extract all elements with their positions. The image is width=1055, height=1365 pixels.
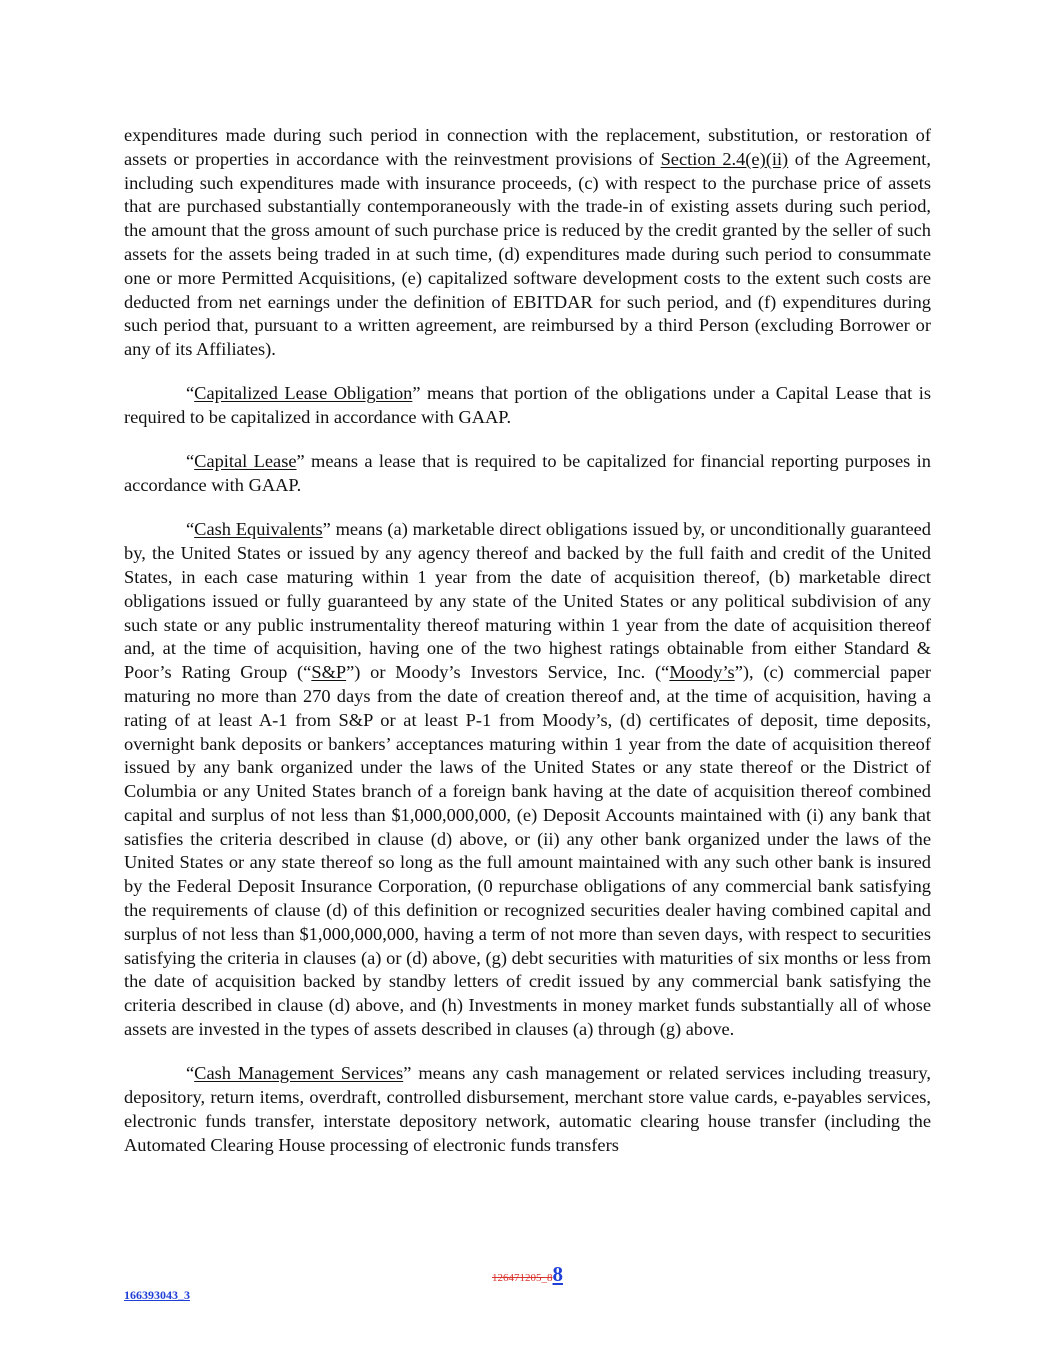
paragraph-text: expenditures made during such period in connection with the replacement, substitution, or restoration of assets or properties in accordance with the reinvestment provisions of — [124, 125, 931, 169]
quote-mark: “ — [186, 1063, 195, 1084]
document-body — [124, 124, 931, 1178]
definition-text: ”) or Moody’s Investors Service, Inc. (“ — [346, 662, 670, 683]
definition-capitalized-lease-obligation — [124, 382, 931, 430]
quote-mark: “ — [186, 383, 195, 404]
definition-text: ” means any cash management or related services including treasury, depository, return items, overdraft, controlled disbursement, merchant store value cards, e-payables services, electronic funds transfer, interstate depository network, automatic clearing house transfer (including the Automated Clearing House processing of electronic funds transfers — [124, 1063, 931, 1155]
paragraph-text: of the Agreement, including such expenditures made with insurance proceeds, (c) with respect to the purchase price of assets that are purchased substantially contemporaneously with the trade-in of existing assets during such period, the amount that the gross amount of such purchase price is reduced by the credit granted by the seller of such assets for the assets being traded in at such time, (d) expenditures made during such period to consummate one or more Permitted Acquisitions, (e) capitalized software development costs to the extent such costs are deducted from net earnings under the definition of EBITDAR for such period, and (f) expenditures during such period that, pursuant to a written agreement, are reimbursed by a third Person (excluding Borrower or any of its Affiliates). — [124, 148, 931, 360]
definition-text: ”), (c) commercial paper maturing no more than 270 days from the date of creation thereof and, at the time of acquisition, having a rating of at least A-1 from S&P or at least P-1 from Moody’s, (d) certificates of deposit, time deposits, overnight bank deposits or bankers’ acceptances maturing within 1 year from the date of acquisition thereof issued by any bank organized under the laws of the United States or any state thereof or the District of Columbia or any United States branch of a foreign bank having at the date of acquisition thereof combined capital and surplus of not less than $1,000,000,000, (e) Deposit Accounts maintained with (i) any bank that satisfies the criteria described in clause (d) above, or (ii) any other bank organized under the laws of the United States or any state thereof so long as the full amount maintained with any such other bank is insured by the Federal Deposit Insurance Corporation, (0 repurchase obligations of any commercial bank satisfying the requirements of clause (d) of this definition or recognized securities dealer having combined capital and surplus of not less than $1,000,000,000, having a term of not more than seven days, with respect to securities satisfying the criteria in clauses (a) or (d) above, (g) debt securities with maturities of six months or less from the date of acquisition backed by standby letters of credit issued by any commercial bank satisfying the criteria described in clause (d) above, and (h) Investments in money market funds substantially all of whose assets are invested in the types of assets described in clauses (a) through (g) above. — [124, 662, 931, 1040]
paragraph-capex-continuation — [124, 124, 931, 362]
defined-term: Cash Management Services — [194, 1063, 404, 1084]
deleted-page-number: 126471205_8 — [492, 1272, 553, 1284]
page-number-footer — [0, 1262, 1055, 1287]
quote-mark: “ — [186, 451, 195, 472]
document-id: 166393043_3 — [124, 1288, 190, 1302]
inserted-page-number: 8 — [552, 1262, 563, 1286]
defined-term-sp: S&P — [311, 662, 347, 683]
definition-text: ” means a lease that is required to be capitalized for financial reporting purposes in accordance with GAAP. — [124, 451, 931, 496]
definition-text: ” means that portion of the obligations under a Capital Lease that is required to be capitalized in accordance with GAAP. — [124, 383, 931, 428]
quote-mark: “ — [186, 519, 195, 540]
definition-cash-management-services — [124, 1062, 931, 1157]
defined-term-moodys: Moody’s — [669, 662, 735, 683]
definition-capital-lease — [124, 450, 931, 498]
defined-term: Capital Lease — [194, 451, 297, 472]
definition-cash-equivalents — [124, 518, 931, 1042]
definition-text: ” means (a) marketable direct obligations issued by, or unconditionally guaranteed by, the United States or issued by any agency thereof and backed by the full faith and credit of the United States, in each case maturing within 1 year from the date of acquisition thereof, (b) marketable direct obligations issued or fully guaranteed by any state of the United States or any political subdivision of any such state or any public instrumentality thereof maturing within 1 year from the date of acquisition thereof and, at the time of acquisition, having one of the two highest ratings obtainable from either Standard & Poor’s Rating Group (“ — [124, 519, 931, 683]
defined-term: Cash Equivalents — [194, 519, 323, 540]
section-reference: Section 2.4(e)(ii) — [660, 148, 789, 169]
defined-term: Capitalized Lease Obligation — [194, 383, 413, 404]
